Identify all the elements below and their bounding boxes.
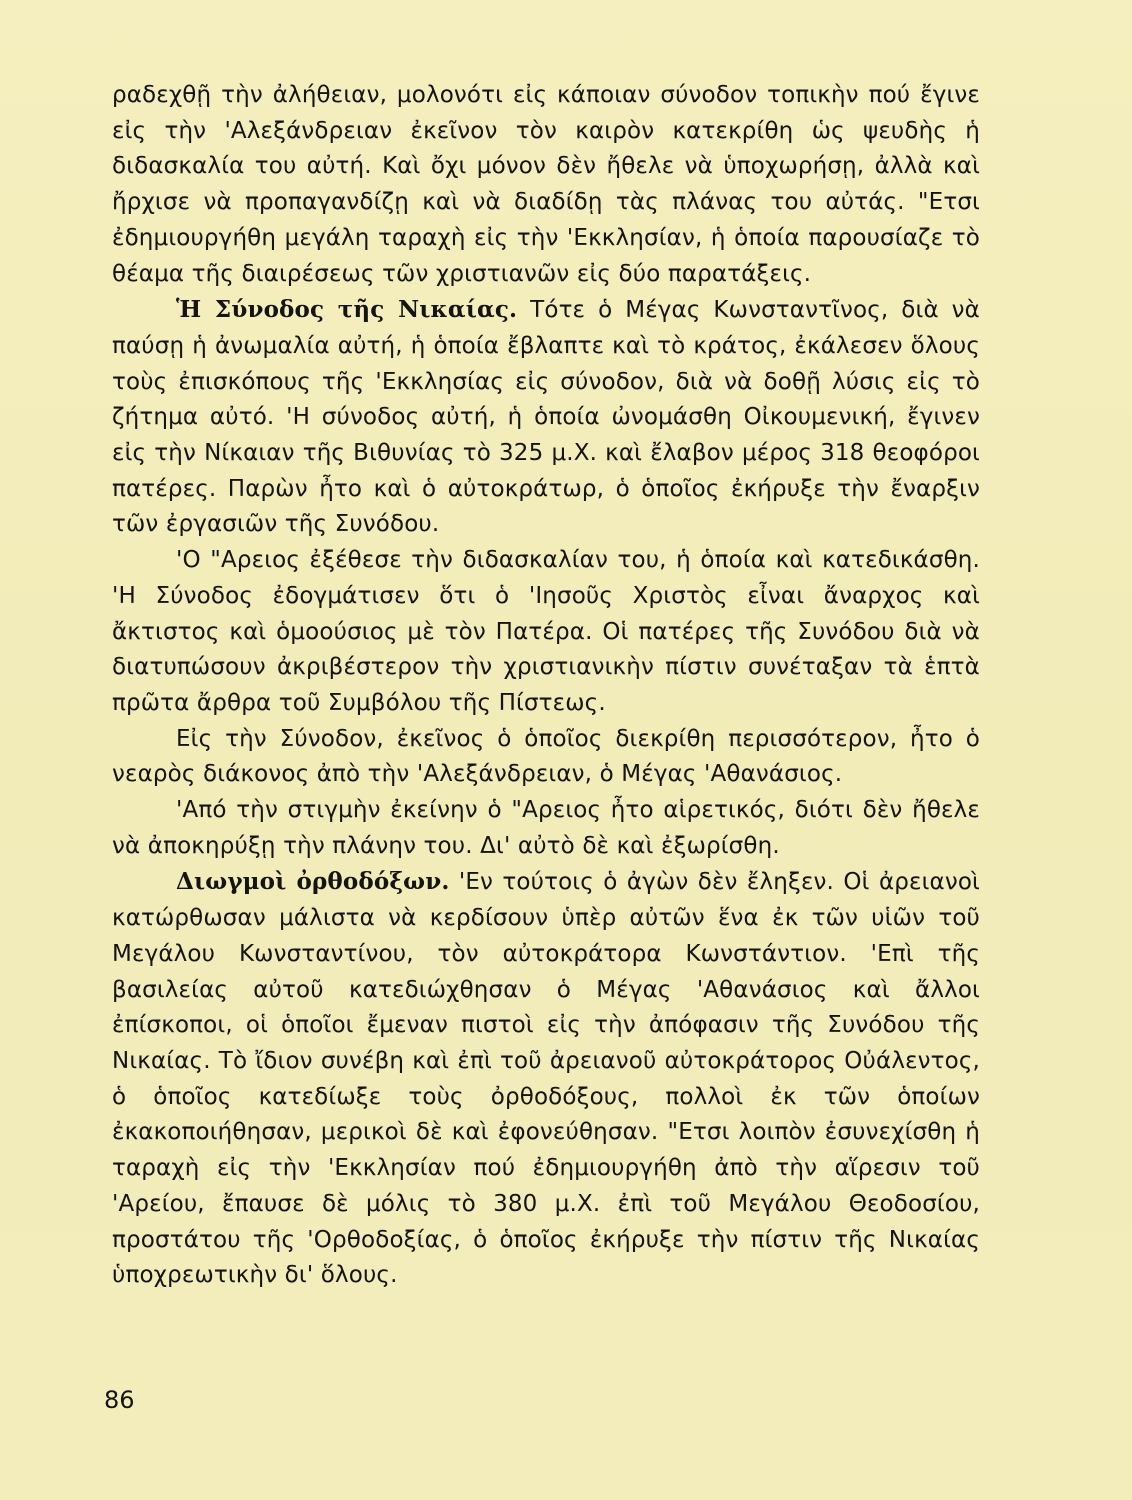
paragraph-2-text: Τότε ὁ Μέγας Κωνσταντῖνος, διὰ νὰ παύσῃ ἡ ἀνωμαλία αὐτή, ἡ ὁποία ἔβλαπτε καὶ τὸ κράτος, ἐκάλεσεν ὅλους τοὺς ἐπισκόπους τῆς 'Εκκλησίας εἰς σύνοδον, διὰ νὰ δοθῇ λύσις εἰς τὸ ζήτημα αὐτό. 'Η σύνοδος αὐτή, ἡ ὁποία ὠνομάσθη Οἰκουμενική, ἔγινεν εἰς τὴν Νίκαιαν τῆς Βιθυνίας τὸ 325 μ.Χ. καὶ ἔλαβον μέρος 318 θεοφόροι πατέρες. Παρὼν ἦτο καὶ ὁ αὐτοκράτωρ, ὁ ὁποῖος ἐκήρυξε τὴν ἔναρξιν τῶν ἐργασιῶν τῆς Συνόδου. — [112, 297, 980, 538]
section-heading-nicaea: Ἡ Σύνοδος τῆς Νικαίας. — [176, 296, 518, 324]
body-text — [112, 78, 980, 1294]
paragraph-2 — [112, 292, 980, 543]
paragraph-1 — [112, 78, 980, 292]
paragraph-4 — [112, 722, 980, 793]
paragraph-4-text: Εἰς τὴν Σύνοδον, ἐκεῖνος ὁ ὁποῖος διεκρίθη περισσότερον, ἦτο ὁ νεαρὸς διάκονος ἀπὸ τὴν 'Αλεξάνδρειαν, ὁ Μέγας 'Αθανάσιος. — [112, 725, 980, 788]
paragraph-3-text: 'Ο "Αρειος ἐξέθεσε τὴν διδασκαλίαν του, ἡ ὁποία καὶ κατεδικάσθη. 'Η Σύνοδος ἐδογμάτισεν ὅτι ὁ 'Ιησοῦς Χριστὸς εἶναι ἄναρχος καὶ ἄκτιστος καὶ ὁμοούσιος μὲ τὸν Πατέρα. Οἱ πατέρες τῆς Συνόδου διὰ νὰ διατυπώσουν ἀκριβέστερον τὴν χριστιανικὴν πίστιν συνέταξαν τὰ ἑπτὰ πρῶτα ἄρθρα τοῦ Συμβόλου τῆς Πίστεως. — [112, 547, 980, 716]
paragraph-5-text: 'Από τὴν στιγμὴν ἐκείνην ὁ "Αρειος ἦτο αἱρετικός, διότι δὲν ἤθελε νὰ ἀποκηρύξῃ τὴν πλάνην του. Δι' αὐτὸ δὲ καὶ ἐξωρίσθη. — [112, 797, 980, 859]
section-heading-persecutions: Διωγμοὶ ὀρθοδόξων. — [176, 868, 450, 896]
paragraph-6-text: 'Εν τούτοις ὁ ἀγὼν δὲν ἔληξεν. Οἱ ἀρειανοὶ κατώρθωσαν μάλιστα νὰ κερδίσουν ὑπὲρ αὐτῶν ἕνα ἐκ τῶν υἱῶν τοῦ Μεγάλου Κωνσταντίνου, τὸν αὐτοκράτορα Κωνστάντιον. 'Επὶ τῆς βασιλείας αὐτοῦ κατεδιώχθησαν ὁ Μέγας 'Αθανάσιος καὶ ἄλλοι ἐπίσκοποι, οἱ ὁποῖοι ἔμεναν πιστοὶ εἰς τὴν ἀπόφασιν τῆς Συνόδου τῆς Νικαίας. Τὸ ἴδιον συνέβη καὶ ἐπὶ τοῦ ἀρειανοῦ αὐτοκράτορος Οὐάλεντος, ὁ ὁποῖος κατεδίωξε τοὺς ὀρθοδόξους, πολλοὶ ἐκ τῶν ὁποίων ἐκακοποιήθησαν, μερικοὶ δὲ καὶ ἐφονεύθησαν. "Ετσι λοιπὸν ἐσυνεχίσθη ἡ ταραχὴ εἰς τὴν 'Εκκλησίαν πού ἐδημιουργήθη ἀπὸ τὴν αἵρεσιν τοῦ 'Αρείου, ἔπαυσε δὲ μόλις τὸ 380 μ.Χ. ἐπὶ τοῦ Μεγάλου Θεοδοσίου, προστάτου τῆς 'Ορθοδοξίας, ὁ ὁποῖος ἐκήρυξε τὴν πίστιν τῆς Νικαίας ὑποχρεωτικὴν δι' ὅλους. — [112, 869, 980, 1289]
paragraph-6 — [112, 864, 980, 1293]
page-number: 86 — [104, 1386, 135, 1414]
paragraph-5 — [112, 793, 980, 864]
paragraph-3 — [112, 543, 980, 722]
paragraph-1-text: ραδεχθῇ τὴν ἀλήθειαν, μολονότι εἰς κάποιαν σύνοδον τοπικὴν πού ἔγινε εἰς τὴν 'Αλεξάνδρειαν ἐκεῖνον τὸν καιρὸν κατεκρίθη ὡς ψευδὴς ἡ διδασκαλία του αὐτή. Καὶ ὄχι μόνον δὲν ἤθελε νὰ ὑποχωρήσῃ, ἀλλὰ καὶ ἤρχισε νὰ προπαγανδίζῃ καὶ νὰ διαδίδῃ τὰς πλάνας του αὐτάς. "Ετσι ἐδημιουργήθη μεγάλη ταραχὴ εἰς τὴν 'Εκκλησίαν, ἡ ὁποία παρουσίαζε τὸ θέαμα τῆς διαιρέσεως τῶν χριστιανῶν εἰς δύο παρατάξεις. — [112, 82, 980, 287]
